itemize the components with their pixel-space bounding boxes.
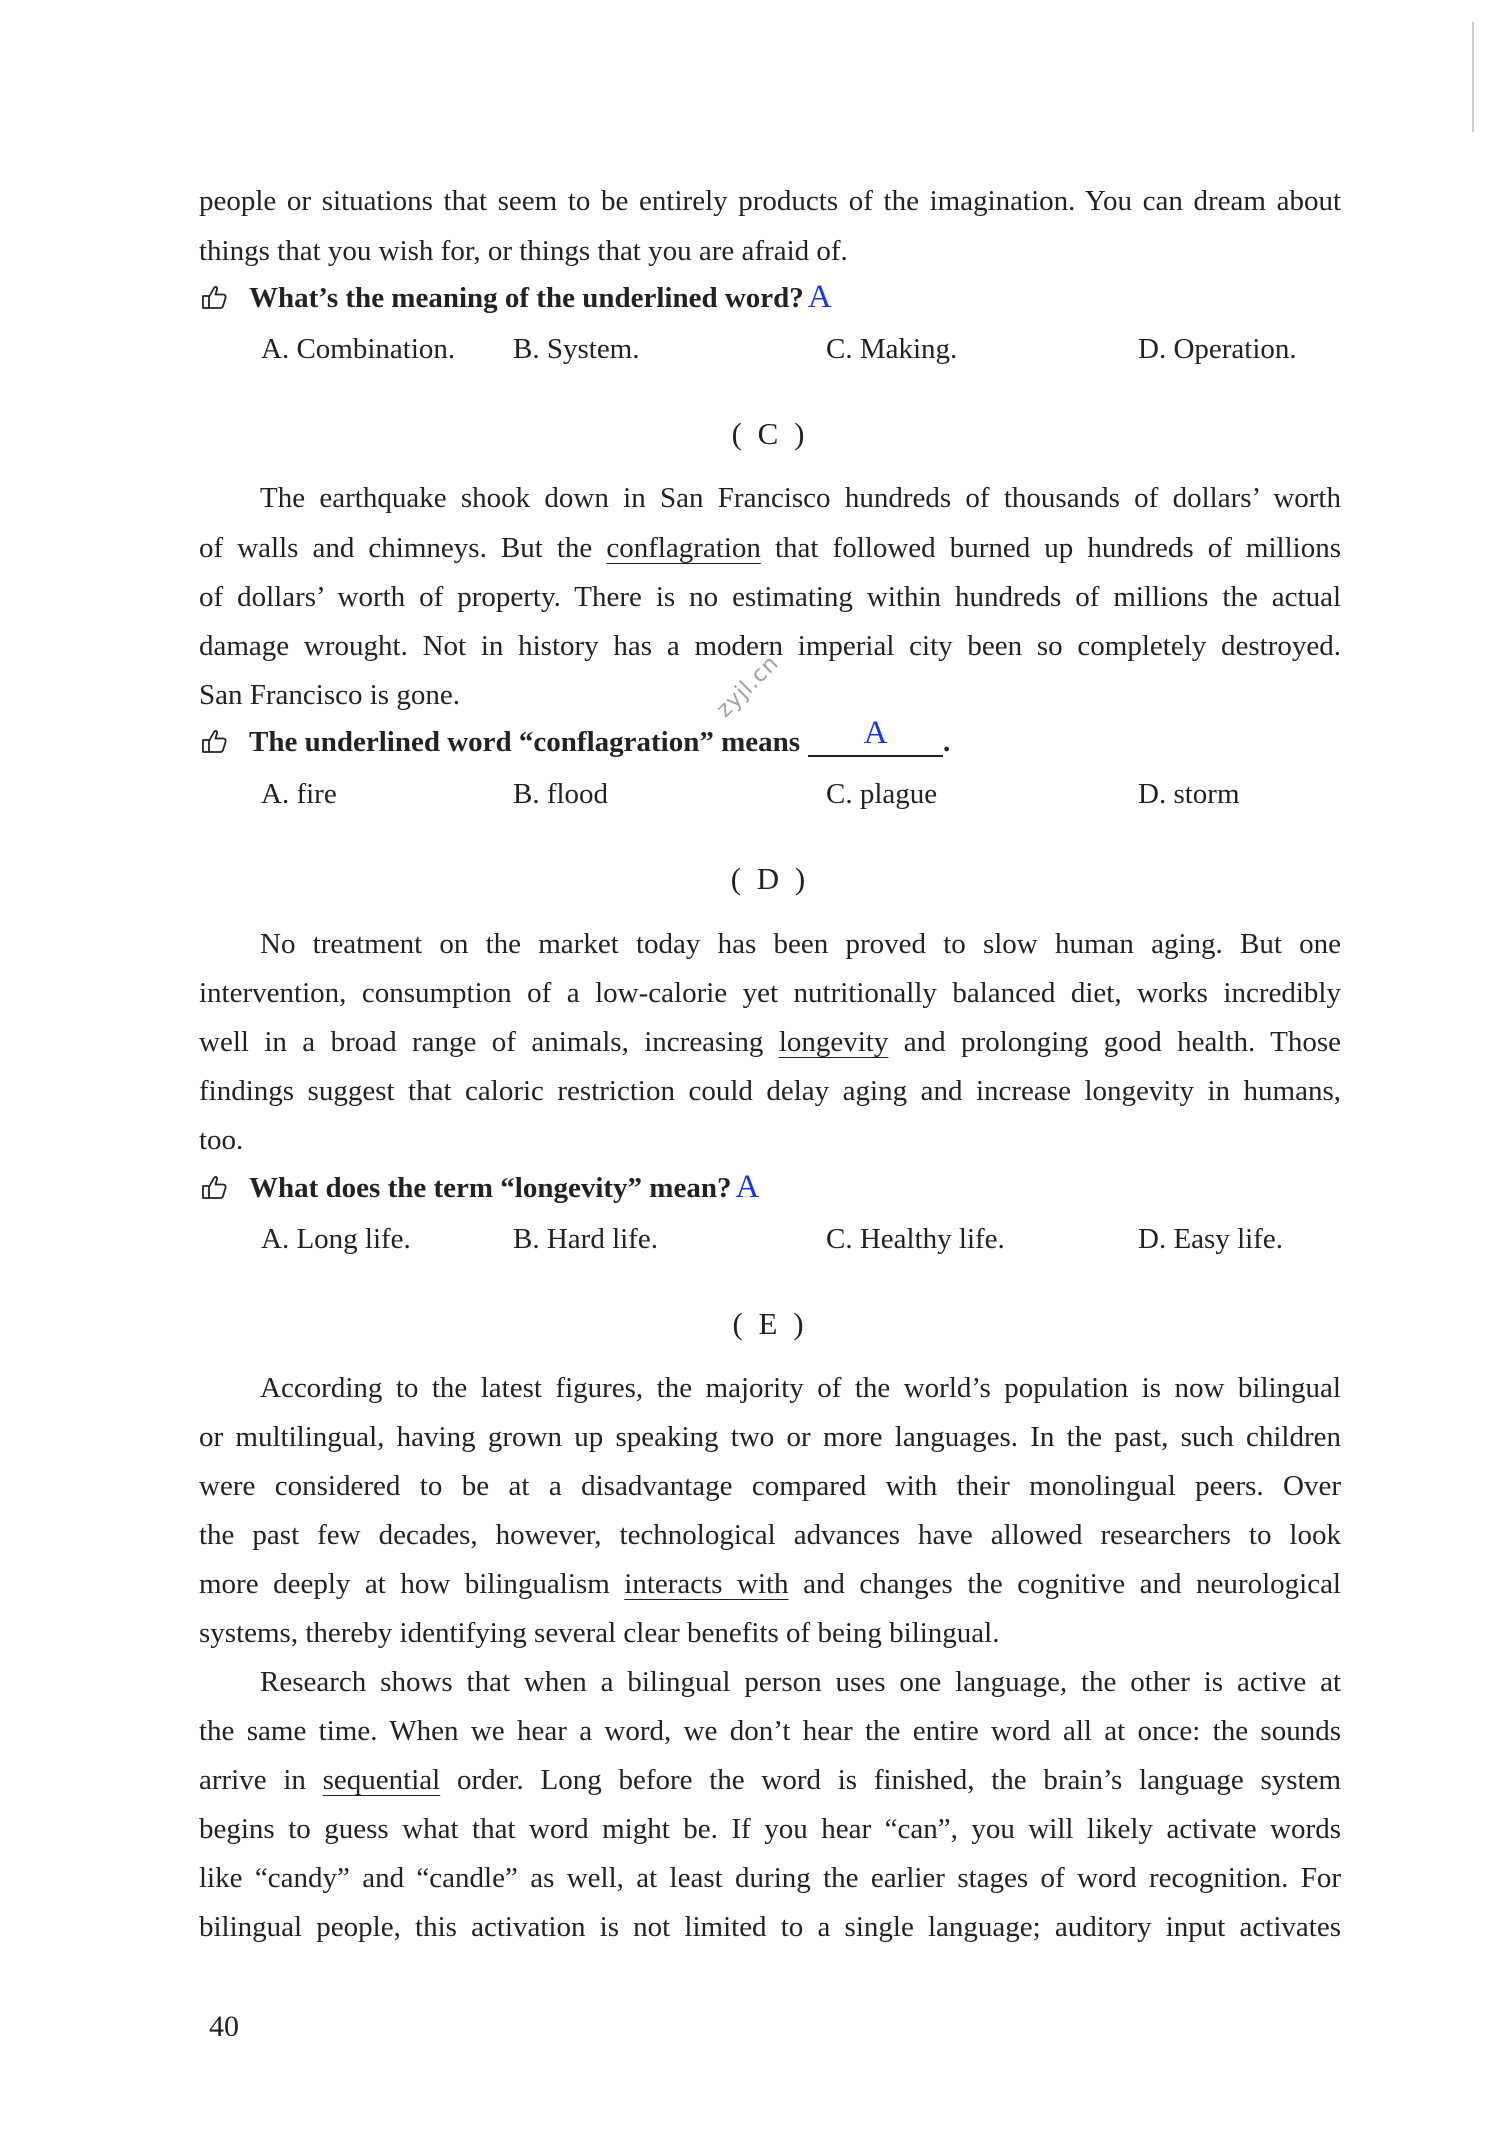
section-e-line-12: bilingual people, this activation is not limited to a single language; auditory input activates: [199, 1911, 1341, 1943]
section-d-heading: ( D ): [730, 861, 810, 896]
section-c-line-4: damage wrought. Not in history has a modern imperial city been so completely destroyed.: [199, 630, 1341, 662]
option-b: B. System.: [513, 333, 640, 365]
section-d-line-5: too.: [199, 1124, 244, 1156]
page-number: 40: [209, 2010, 239, 2043]
option-a: A. fire: [261, 778, 337, 810]
scan-edge-line: [1472, 22, 1474, 132]
answer-blank: [808, 715, 943, 757]
option-c: C. Making.: [826, 333, 958, 365]
section-e-line-10: begins to guess what that word might be. If you hear “can”, you will likely activate words: [199, 1813, 1341, 1845]
question-2-answer: A: [863, 715, 888, 751]
option-d: D. Operation.: [1138, 333, 1297, 365]
underlined-word-sequential: sequential: [322, 1764, 441, 1796]
section-e-line-2: or multilingual, having grown up speaking two or more languages. In the past, such children: [199, 1421, 1341, 1453]
section-e-line-8: the same time. When we hear a word, we don’t hear the entire word all at once: the sounds: [199, 1715, 1341, 1747]
option-b: B. flood: [513, 778, 609, 810]
question-3-answer: A: [735, 1169, 760, 1205]
question-2-end: .: [943, 726, 951, 758]
section-e-line-11: like “candy” and “candle” as well, at least during the earlier stages of word recognition. For: [199, 1862, 1341, 1894]
underlined-word-longevity: longevity: [778, 1026, 889, 1058]
option-a: A. Long life.: [261, 1223, 411, 1255]
question-2-text: The underlined word “conflagration” means: [249, 726, 801, 758]
option-a: A. Combination.: [261, 333, 456, 365]
section-c-line-2: of walls and chimneys. But the conflagration that followed burned up hundreds of millions: [199, 532, 1341, 564]
underlined-word-conflagration: conflagration: [606, 532, 761, 564]
section-c-line-3: of dollars’ worth of property. There is no estimating within hundreds of millions the actual: [199, 581, 1341, 613]
section-e-line-6: systems, thereby identifying several clear benefits of being bilingual.: [199, 1617, 1000, 1649]
section-d-line-4: findings suggest that caloric restriction could delay aging and increase longevity in humans,: [199, 1075, 1341, 1107]
thumbs-up-icon: [199, 726, 229, 756]
section-d-line-1: No treatment on the market today has been proved to slow human aging. But one: [260, 928, 1341, 960]
section-e-line-3: were considered to be at a disadvantage compared with their monolingual peers. Over: [199, 1470, 1341, 1502]
section-d-line-2: intervention, consumption of a low-calorie yet nutritionally balanced diet, works incredibly: [199, 977, 1341, 1009]
question-3: [199, 1168, 759, 1207]
question-3-text: What does the term “longevity” mean?: [249, 1172, 732, 1204]
section-c-heading: ( C ): [731, 416, 809, 451]
underlined-phrase-interacts-with: interacts with: [624, 1568, 789, 1600]
thumbs-up-icon: [199, 1172, 229, 1202]
question-1-answer: A: [807, 279, 832, 315]
section-c-line-5: San Francisco is gone.: [199, 679, 460, 711]
section-e-line-9: arrive in sequential order. Long before the word is finished, the brain’s language system: [199, 1764, 1342, 1796]
section-e-line-1: According to the latest figures, the majority of the world’s population is now bilingual: [260, 1372, 1341, 1404]
option-b: B. Hard life.: [513, 1223, 658, 1255]
question-1-text: What’s the meaning of the underlined word?: [249, 282, 804, 314]
section-e-line-7: Research shows that when a bilingual person uses one language, the other is active at: [260, 1666, 1341, 1698]
intro-line-1: people or situations that seem to be entirely products of the imagination. You can dream about: [199, 185, 1341, 217]
option-c: C. plague: [826, 778, 938, 810]
section-d-line-3: well in a broad range of animals, increasing longevity and prolonging good health. Those: [199, 1026, 1341, 1058]
option-d: D. Easy life.: [1138, 1223, 1283, 1255]
section-e-line-4: the past few decades, however, technological advances have allowed researchers to look: [199, 1519, 1341, 1551]
section-e-heading: ( E ): [732, 1306, 808, 1341]
option-d: D. storm: [1138, 778, 1240, 810]
question-1: [199, 278, 832, 317]
section-e-line-5: more deeply at how bilingualism interacts with and changes the cognitive and neurological: [199, 1568, 1341, 1600]
thumbs-up-icon: [199, 282, 229, 312]
question-2: [199, 715, 951, 761]
watermark: zyjl.cn: [712, 650, 785, 723]
option-c: C. Healthy life.: [826, 1223, 1005, 1255]
section-c-line-1: The earthquake shook down in San Francisco hundreds of thousands of dollars’ worth: [260, 482, 1341, 514]
intro-line-2: things that you wish for, or things that you are afraid of.: [199, 235, 848, 267]
